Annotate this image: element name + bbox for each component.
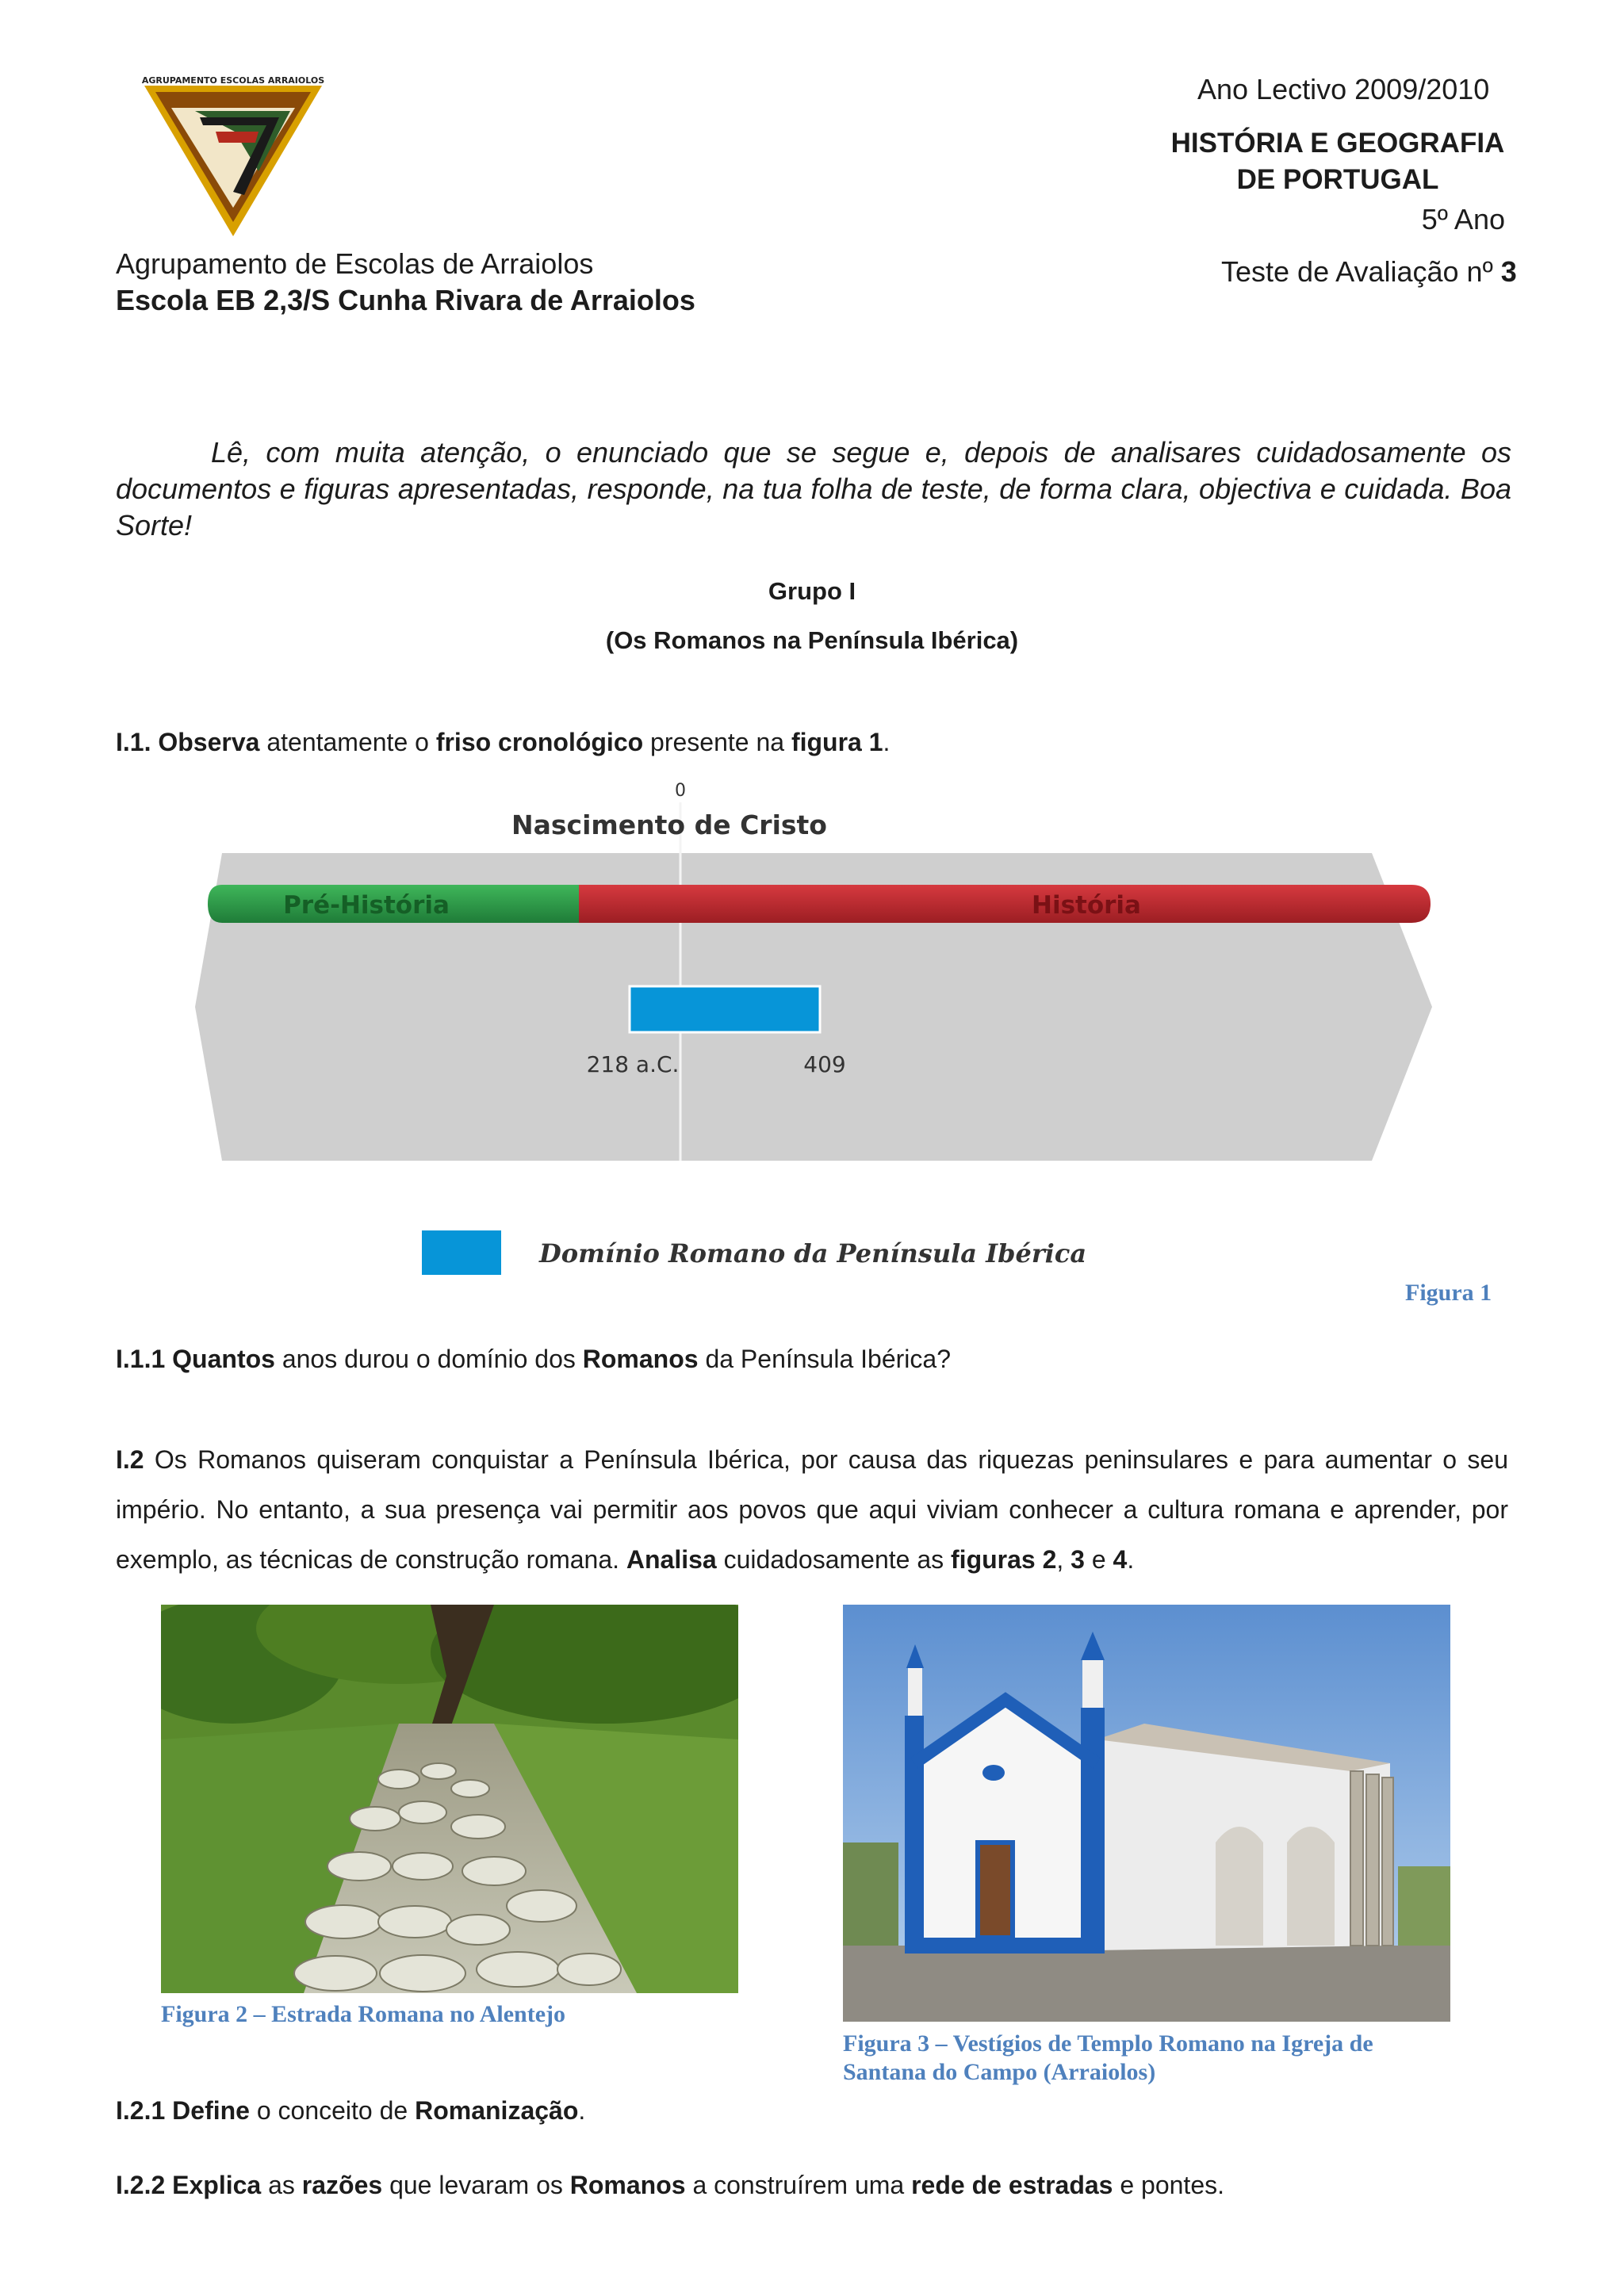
subject-line-2: DE PORTUGAL	[1236, 164, 1439, 195]
question-i1	[116, 726, 890, 758]
keyword: 4	[1113, 1545, 1128, 1574]
question-text: que levaram os	[382, 2171, 570, 2199]
grade: 5º Ano	[1421, 203, 1505, 235]
figure-3-caption	[843, 2030, 1373, 2087]
keyword: Romanos	[582, 1345, 699, 1373]
keyword: I.1.1 Quantos	[116, 1345, 275, 1373]
school-group-name: Agrupamento de Escolas de Arraiolos	[116, 247, 594, 280]
legend-label: Domínio Romano da Península Ibérica	[539, 1238, 1087, 1269]
keyword: razões	[301, 2171, 383, 2199]
end-year-label: 409	[803, 1051, 846, 1077]
keyword: Analisa	[626, 1545, 717, 1574]
figure-3-church-photo	[843, 1605, 1450, 2022]
question-i21	[116, 2095, 585, 2126]
question-text: e pontes.	[1113, 2171, 1224, 2199]
question-text: o conceito de	[249, 2096, 416, 2125]
keyword: Romanização	[415, 2096, 579, 2125]
subject-title	[1151, 125, 1524, 198]
question-text: anos durou o domínio dos	[274, 1345, 583, 1373]
instructions: Lê, com muita atenção, o enunciado que se segue e, depois de analisares cuidadosamente os documentos e figuras apresentadas, responde, na tua folha de teste, de forma clara, objectiva e cuidada. Boa Sorte!	[116, 436, 1511, 541]
school-logo	[140, 76, 327, 239]
question-text: da Península Ibérica?	[698, 1345, 951, 1373]
keyword: Observa	[158, 728, 260, 756]
roman-domain-bar	[630, 986, 820, 1032]
question-text: Os Romanos quiseram conquistar a Península Ibérica, por causa das riquezas peninsulares e para aumentar o seu império. No entanto, a sua presença vai permitir aos povos que aqui viviam conhecer a cultura romana e aprender, por exemplo, as técnicas de construção romana.	[116, 1445, 1508, 1574]
question-text: a construírem uma	[685, 2171, 912, 2199]
question-text: e	[1084, 1545, 1113, 1574]
question-i2	[116, 1435, 1508, 1585]
figure-3-caption-line-2: Santana do Campo (Arraiolos)	[843, 2059, 1156, 2085]
prehistory-label: Pré-História	[283, 891, 450, 920]
keyword: I.2.2 Explica	[116, 2171, 262, 2199]
question-number: I.1.	[116, 728, 151, 756]
question-text: .	[1127, 1545, 1135, 1574]
history-label: História	[1032, 891, 1141, 920]
subject-line-1: HISTÓRIA E GEOGRAFIA	[1170, 128, 1505, 159]
question-i22	[116, 2169, 1224, 2201]
keyword: figuras 2	[951, 1545, 1057, 1574]
birth-of-christ-label: Nascimento de Cristo	[511, 809, 827, 840]
history-bar	[579, 885, 1431, 923]
figure-2-caption: Figura 2 – Estrada Romana no Alentejo	[161, 2001, 565, 2027]
question-text: ,	[1056, 1545, 1071, 1574]
keyword: friso cronológico	[435, 728, 644, 756]
timeline-figure	[190, 780, 1443, 1288]
test-title	[1221, 255, 1517, 289]
test-label: Teste de Avaliação nº	[1221, 255, 1501, 288]
question-text: .	[883, 728, 891, 756]
figure-2-roman-road-photo	[161, 1605, 738, 1993]
question-text: .	[578, 2096, 586, 2125]
legend-swatch	[422, 1230, 501, 1275]
keyword: figura 1	[791, 728, 883, 756]
figure-1-caption: Figura 1	[1405, 1280, 1492, 1306]
figure-3-caption-line-1: Figura 3 – Vestígios de Templo Romano na Igreja de	[843, 2030, 1373, 2057]
keyword: Romanos	[569, 2171, 686, 2199]
zero-label: 0	[675, 781, 686, 801]
start-year-label: 218 a.C.	[586, 1051, 680, 1077]
question-i11	[116, 1343, 951, 1375]
logo-text: AGRUPAMENTO ESCOLAS ARRAIOLOS	[141, 76, 325, 86]
keyword: I.2.1 Define	[116, 2096, 250, 2125]
group-subtitle: (Os Romanos na Península Ibérica)	[605, 626, 1019, 654]
group-title: Grupo I	[768, 577, 856, 605]
school-name: Escola EB 2,3/S Cunha Rivara de Arraiolos	[116, 284, 695, 316]
question-text: cuidadosamente as	[716, 1545, 952, 1574]
question-text: as	[261, 2171, 302, 2199]
test-number: 3	[1500, 255, 1517, 288]
school-year: Ano Lectivo 2009/2010	[1197, 73, 1490, 105]
question-number: I.2	[116, 1445, 144, 1474]
question-text: presente na	[643, 728, 791, 756]
question-text: atentamente o	[259, 728, 436, 756]
keyword: rede de estradas	[911, 2171, 1113, 2199]
keyword: 3	[1071, 1545, 1085, 1574]
